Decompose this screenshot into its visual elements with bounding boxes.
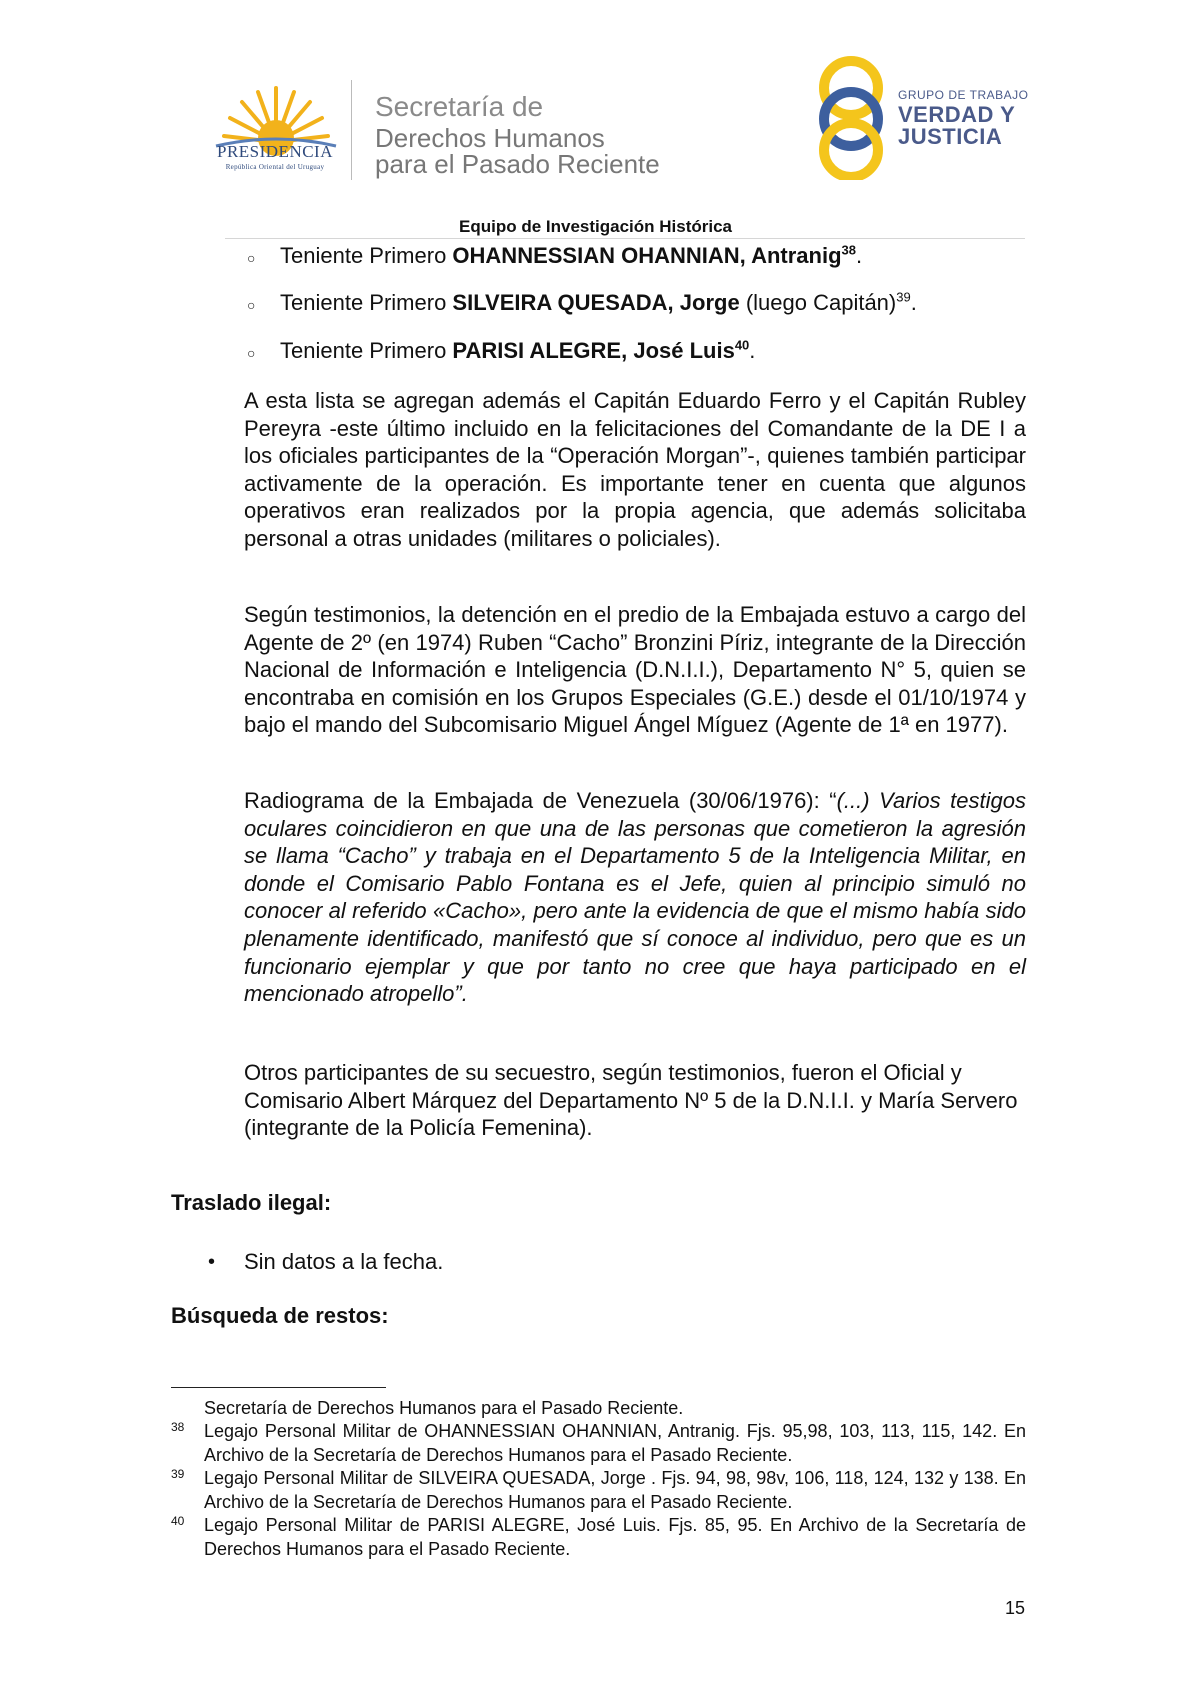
verdad-label: VERDAD Y xyxy=(898,102,1016,127)
secretaria-line2: Derechos Humanos xyxy=(375,123,605,153)
footnote-ref: 39 xyxy=(896,289,911,305)
list-item: Teniente Primero PARISI ALEGRE, José Luis$^{40}$. xyxy=(280,337,756,363)
header-rule xyxy=(225,238,1025,239)
footnote-ref: 38 xyxy=(841,242,856,258)
footnote-text: Legajo Personal Militar de PARISI ALEGRE, José Luis. Fjs. 85, 95. En Archivo de la Secretaría de Derechos Humanos para el Pasado Reciente. xyxy=(204,1515,1026,1559)
list-marker: ○ xyxy=(247,297,256,313)
paragraph: Según testimonios, la detención en el predio de la Embajada estuvo a cargo del Agente de 2º (en 1974) Ruben “Cacho” Bronzini Píriz, integrante de la Dirección Nacional de Información e Inteligencia (D.N.I.I.), Departamento N° 5, quien se encontraba en comisión en los Grupos Especiales (G.E.) desde el 01/10/1974 y bajo el mando del Subcomisario Miguel Ángel Míguez (Agente de 1ª en 1977). xyxy=(244,602,1026,738)
section-heading: Traslado ilegal: xyxy=(171,1190,332,1215)
header-divider xyxy=(351,80,352,180)
presidencia-subtitle: República Oriental del Uruguay xyxy=(225,163,325,171)
footnote-number: 38 xyxy=(171,1420,185,1434)
section-heading: Búsqueda de restos: xyxy=(171,1303,389,1328)
footnote-number: 40 xyxy=(171,1514,185,1528)
secretaria-line3: para el Pasado Reciente xyxy=(375,149,660,179)
justicia-label: JUSTICIA xyxy=(898,124,1003,149)
footnote-text: Legajo Personal Militar de SILVEIRA QUESADA, Jorge . Fjs. 94, 98, 98v, 106, 118, 124, 132 y 138. En Archivo de la Secretaría de Derechos Humanos para el Pasado Reciente. xyxy=(204,1468,1026,1512)
list-item: Teniente Primero SILVEIRA QUESADA, Jorge (luego Capitán)$^{39}$. xyxy=(280,289,917,315)
paragraph: A esta lista se agregan además el Capitán Eduardo Ferro y el Capitán Rubley Pereyra -este último incluido en la felicitaciones del Comandante de la DE I a los oficiales participantes de la “Operación Morgan”-, quienes también participar activamente de la operación. Es importante tener en cuenta que algunos operativos eran realizados por la propia agencia, que además solicitaba personal a otras unidades (militares o policiales). xyxy=(244,388,1026,551)
quote-paragraph: Radiograma de la Embajada de Venezuela (30/06/1976): “(...) Varios testigos oculares coincidieron en que una de las personas que cometieron la agresión se llama “Cacho” y trabaja en el Departamento 5 de la Inteligencia Militar, en donde el Comisario Pablo Fontana es el Jefe, quien al principio simuló no conocer al referido «Cacho», pero ante la evidencia de que el mismo había sido plenamente identificado, manifestó que sí conoce al individuo, pero que es un funcionario ejemplar y que por tanto no cree que haya participado en el mencionado atropello”. xyxy=(244,788,1026,1007)
footnote-text: Legajo Personal Militar de OHANNESSIAN OHANNIAN, Antranig. Fjs. 95,98, 103, 113, 115, 142. En Archivo de la Secretaría de Derechos Humanos para el Pasado Reciente. xyxy=(204,1421,1026,1465)
footnote-separator xyxy=(171,1387,386,1388)
footnote-carry: Secretaría de Derechos Humanos para el Pasado Reciente. xyxy=(204,1398,684,1418)
bullet-text: Sin datos a la fecha. xyxy=(244,1249,444,1274)
presidencia-wordmark: PRESIDENCIA xyxy=(216,142,333,161)
paragraph: Otros participantes de su secuestro, según testimonios, fueron el Oficial y Comisario Albert Márquez del Departamento Nº 5 de la D.N.I.I. y María Servero (integrante de la Policía Femenina). xyxy=(244,1060,1018,1141)
secretaria-line1: Secretaría de xyxy=(375,91,544,122)
page-number: 15 xyxy=(1005,1598,1026,1618)
grupo-trabajo-label: GRUPO DE TRABAJO xyxy=(898,88,1029,102)
list-item: Teniente Primero OHANNESSIAN OHANNIAN, Antranig$^{38}$. xyxy=(280,242,863,268)
list-marker: ○ xyxy=(247,250,256,266)
list-marker: ○ xyxy=(247,345,256,361)
footnote-ref: 40 xyxy=(734,337,750,353)
team-title: Equipo de Investigación Histórica xyxy=(459,217,732,236)
bullet-icon: • xyxy=(208,1251,216,1273)
footnote-number: 39 xyxy=(171,1467,185,1481)
